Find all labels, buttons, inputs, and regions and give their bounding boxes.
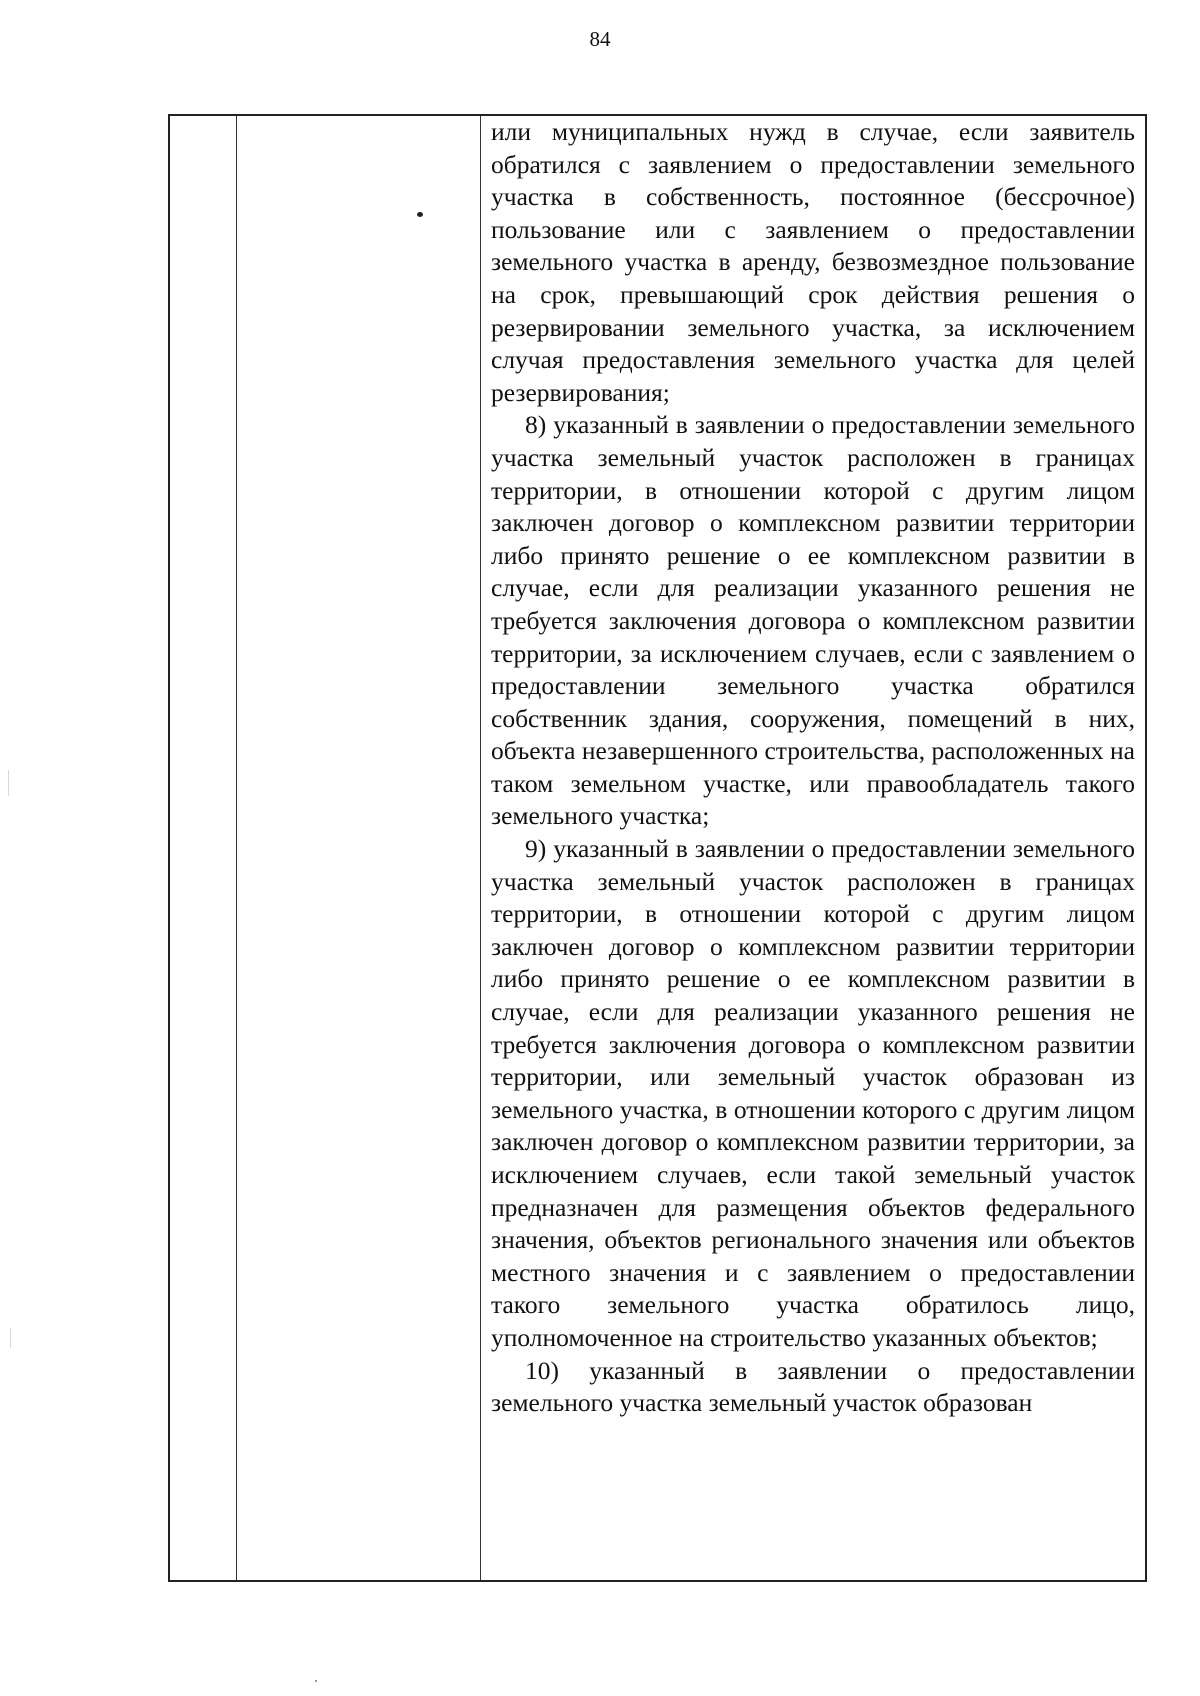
scan-artifact: [315, 1680, 317, 1682]
scan-artifact: [10, 1328, 11, 1348]
scan-artifact: [8, 770, 9, 796]
table-column-content: [481, 116, 1145, 1580]
scan-dot-mark: [417, 212, 423, 217]
table-cell-text: [491, 116, 1135, 1420]
table-column-name: [237, 116, 481, 1580]
page-number: 84: [589, 27, 611, 51]
continuation-paragraph: или муниципальных нужд в случае, если заявитель обратился с заявлением о предоставлении земельного участка в собственность, постоянное (бессрочное) пользование или с заявлением о предоставлении земельного участка в аренду, безвозмездное пользование на срок, превышающий срок действия решения о резервировании земельного участка, за исключением случая предоставления земельного участка для целей резервирования;: [491, 117, 1135, 407]
list-item-8: 8) указанный в заявлении о предоставлении земельного участка земельный участок расположен в границах территории, в отношении которой с другим лицом заключен договор о комплексном развитии территории либо принято решение о ее комплексном развитии в случае, если для реализации указанного решения не требуется заключения договора о комплексном развитии территории, за исключением случаев, если с заявлением о предоставлении земельного участка обратился собственник здания, сооружения, помещений в них, объекта незавершенного строительства, расположенных на таком земельном участке, или правообладатель такого земельного участка;: [491, 410, 1135, 831]
table-column-number: [170, 116, 237, 1580]
document-table: [168, 114, 1147, 1582]
list-item-9: 9) указанный в заявлении о предоставлении земельного участка земельный участок расположен в границах территории, в отношении которой с другим лицом заключен договор о комплексном развитии территории либо принято решение о ее комплексном развитии в случае, если для реализации указанного решения не требуется заключения договора о комплексном развитии территории, или земельный участок образован из земельного участка, в отношении которого с другим лицом заключен договор о комплексном развитии территории, за исключением случаев, если такой земельный участок предназначен для размещения объектов федерального значения, объектов регионального значения или объектов местного значения и с заявлением о предоставлении такого земельного участка обратилось лицо, уполномоченное на строительство указанных объектов;: [491, 834, 1135, 1352]
list-item-10: 10) указанный в заявлении о предоставлении земельного участка земельный участок образован: [491, 1355, 1135, 1418]
